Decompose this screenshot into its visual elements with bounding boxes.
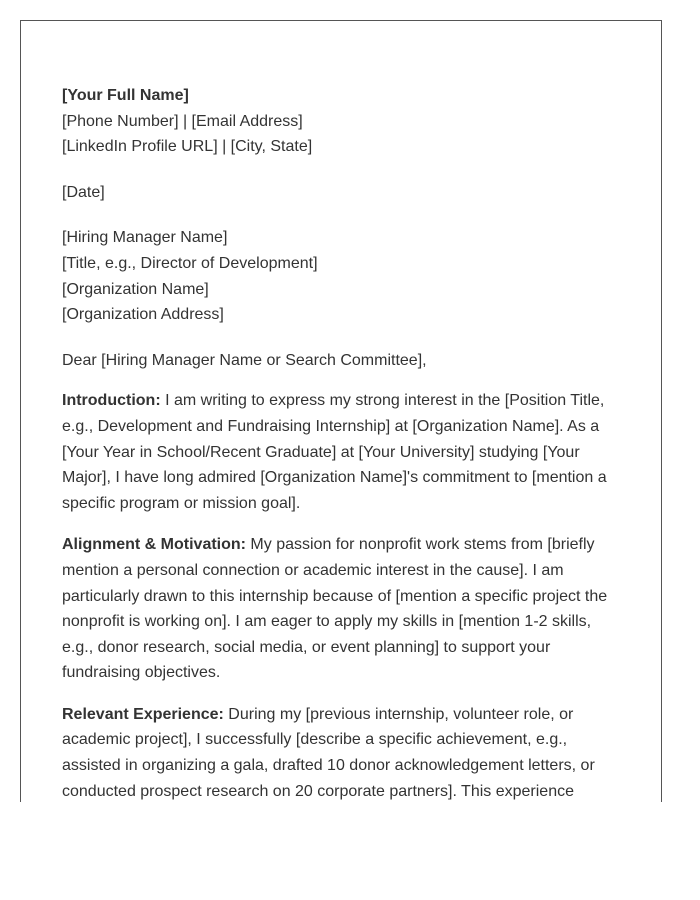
paragraph-text: During my [previous internship, volunteer role, or academic project], I successfully [describe a specific achievement, e.g., assisted in organizing a gala, drafted 10 donor acknowledgement letters, or conducted prospect research on 20 corporate partners]. This experience <box>62 705 595 800</box>
paragraph-relevant-experience <box>62 702 622 802</box>
paragraph-heading: Alignment & Motivation: <box>62 536 246 554</box>
recipient-name: [Hiring Manager Name] <box>62 229 228 247</box>
paragraph-heading: Introduction: <box>62 392 161 410</box>
recipient-organization: [Organization Name] <box>62 280 209 298</box>
sender-contact-line-1: [Phone Number] | [Email Address] <box>62 112 303 130</box>
paragraph-heading: Relevant Experience: <box>62 705 224 723</box>
sender-name: [Your Full Name] <box>62 87 189 104</box>
sender-header <box>62 83 622 160</box>
recipient-title: [Title, e.g., Director of Development] <box>62 254 318 272</box>
recipient-block <box>62 225 622 327</box>
paragraph-alignment-motivation <box>62 532 622 686</box>
paragraph-text: My passion for nonprofit work stems from [briefly mention a personal connection or academic interest in the cause]. I am particularly drawn to this internship because of [mention a specific project the nonprofit is working on]. I am eager to apply my skills in [mention 1-2 skills, e.g., donor research, social media, or event planning] to support your fundraising objectives. <box>62 536 608 682</box>
paragraph-introduction <box>62 388 622 516</box>
sender-contact-line-2: [LinkedIn Profile URL] | [City, State] <box>62 138 313 156</box>
salutation: Dear [Hiring Manager Name or Search Committee], <box>62 351 427 369</box>
date-block <box>62 180 622 206</box>
recipient-address: [Organization Address] <box>62 306 224 324</box>
letter-date: [Date] <box>62 183 105 201</box>
document-page <box>20 20 662 802</box>
cover-letter-body <box>62 83 622 802</box>
paragraph-text: I am writing to express my strong interest in the [Position Title, e.g., Development and Fundraising Internship] at [Organization Name]. As a [Your Year in School/Recent Graduate] at [Your University] studying [Your Major], I have long admired [Organization Name]'s commitment to [mention a specific program or mission goal]. <box>62 392 607 512</box>
